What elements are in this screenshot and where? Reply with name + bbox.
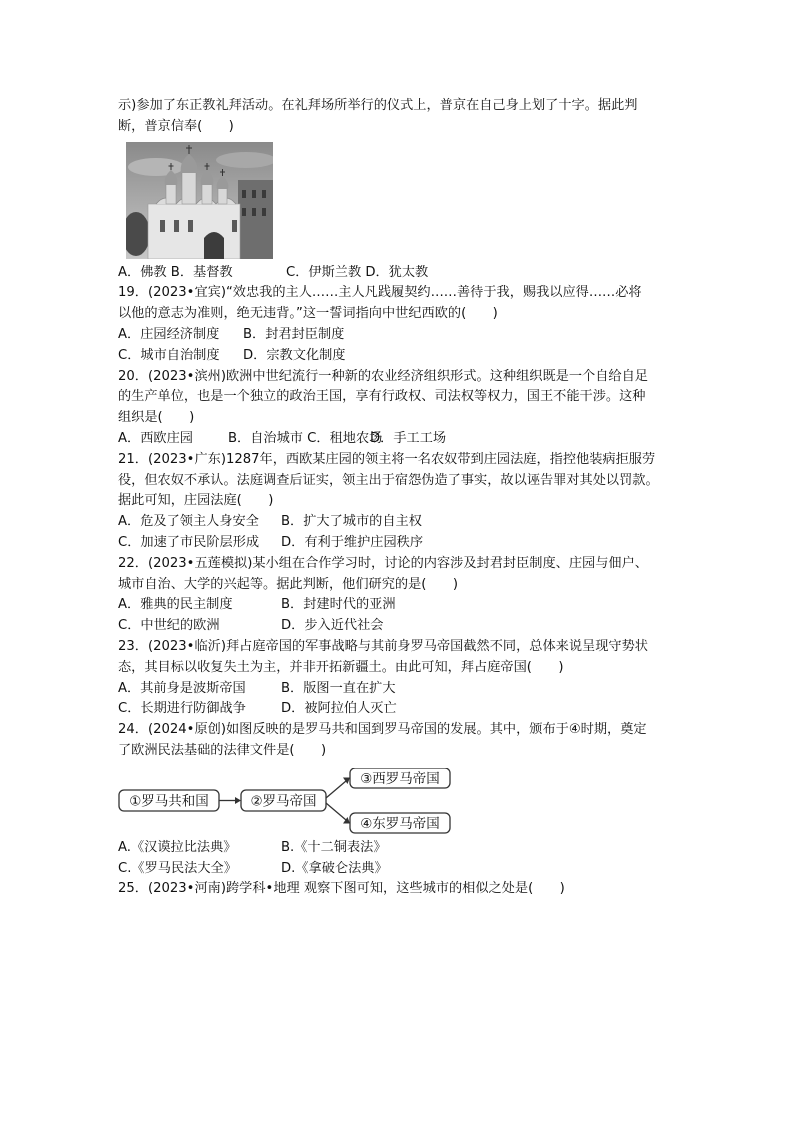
q23-option-b[interactable]: B．版图一直在扩大 [281,680,396,696]
q20-option-a[interactable]: A．西欧庄园 [118,430,193,446]
q24-options-row2 [118,859,678,880]
q22-options-row1 [118,595,678,616]
q24-option-b[interactable]: B.《十二铜表法》 [281,839,387,855]
q22-line2: 城市自治、大学的兴起等。据此判断，他们研究的是( ) [118,576,458,592]
cathedral-photo [126,142,273,259]
q23-line2: 态，其目标以收复失土为主，并非开拓新疆土。由此可知，拜占庭帝国( ) [118,659,564,675]
q20-line3: 组织是( ) [118,410,195,426]
q22-option-c[interactable]: C．中世纪的欧洲 [118,618,220,634]
q25-line1: 25．(2023•河南)跨学科•地理 观察下图可知，这些城市的相似之处是( ) [118,881,565,897]
q22-option-b[interactable]: B．封建时代的亚洲 [281,597,396,613]
q22-option-d[interactable]: D．步入近代社会 [281,618,384,634]
q21-line1: 21．(2023•广东)1287年，西欧某庄园的领主将一名农奴带到庄园法庭，指控他装病拒服劳 [118,451,656,467]
diagram-node-roman-empire-label: ②罗马帝国 [250,793,317,810]
q19-option-c[interactable]: C．城市自治制度 [118,347,220,363]
q20-line1: 20．(2023•滨州)欧洲中世纪流行一种新的农业经济组织形式。这种组织既是一个自给自足 [118,368,648,384]
diagram-node-western-roman-empire-label: ③西罗马帝国 [360,770,440,787]
q23-line1: 23．(2023•临沂)拜占庭帝国的军事战略与其前身罗马帝国截然不同，总体来说呈现守势状 [118,638,648,654]
q22-option-a[interactable]: A．雅典的民主制度 [118,597,233,613]
q21-options-row2 [118,533,678,554]
q22-options-row2 [118,616,678,637]
q24-option-d[interactable]: D.《拿破仑法典》 [281,860,388,876]
q24-options-row1 [118,838,678,859]
q23-option-c[interactable]: C．长期进行防御战争 [118,701,246,717]
q21-option-d[interactable]: D．有利于维护庄园秩序 [281,534,424,550]
q23-option-d[interactable]: D．被阿拉伯人灭亡 [281,701,397,717]
q24-line1: 24．(2024•原创)如图反映的是罗马共和国到罗马帝国的发展。其中，颁布于④时期，奠定 [118,722,647,738]
diagram-arrow-2-4 [326,803,346,820]
q18-options [118,263,678,284]
q24-option-a[interactable]: A.《汉谟拉比法典》 [118,839,237,855]
q21-line2: 役，但农奴不承认。法庭调查后证实，领主出于宿怨伪造了事实，故以诬告罪对其处以罚款。 [118,472,659,488]
q19-line2: 以他的意志为准则，绝无违背。”这一誓词指向中世纪西欧的( ) [118,306,498,322]
q19-option-b[interactable]: B．封君封臣制度 [243,326,345,342]
rome-development-diagram [118,768,458,834]
q20-options [118,429,678,450]
q19-option-d[interactable]: D．宗教文化制度 [243,347,346,363]
q18-option-cd[interactable]: C．伊斯兰教 D．犹太教 [286,264,429,280]
q18-line2: 断，普京信奉( ) [118,118,234,134]
exam-page [118,96,678,900]
q19-options-row2 [118,346,678,367]
diagram-node-eastern-roman-empire-label: ④东罗马帝国 [360,815,440,832]
q23-options-row1 [118,679,678,700]
q23-options-row2 [118,699,678,720]
q23-option-a[interactable]: A．其前身是波斯帝国 [118,680,246,696]
q18-option-ab[interactable]: A．佛教 B．基督教 [118,264,233,280]
q21-line3: 据此可知，庄园法庭( ) [118,493,274,509]
q24-line2: 了欧洲民法基础的法律文件是( ) [118,742,327,758]
q21-option-c[interactable]: C．加速了市民阶层形成 [118,534,260,550]
q20-option-d[interactable]: D．手工工场 [370,430,447,446]
q20-line2: 的生产单位，也是一个独立的政治王国，享有行政权、司法权等权力，国王不能干涉。这种 [118,389,646,405]
q19-line1: 19．(2023•宜宾)“效忠我的主人……主人凡践履契约……善待于我，赐我以应得……必将 [118,285,642,301]
q21-option-a[interactable]: A．危及了领主人身安全 [118,514,259,530]
q19-option-a[interactable]: A．庄园经济制度 [118,326,220,342]
q24-option-c[interactable]: C.《罗马民法大全》 [118,860,237,876]
q20-option-bc[interactable]: B．自治城市 C．租地农场 [228,430,383,446]
q21-option-b[interactable]: B．扩大了城市的自主权 [281,514,422,530]
q22-line1: 22．(2023•五莲模拟)某小组在合作学习时，讨论的内容涉及封君封臣制度、庄园与佃户、 [118,555,648,571]
q21-options-row1 [118,512,678,533]
diagram-arrowhead-1-2 [235,797,241,804]
diagram-node-roman-republic-label: ①罗马共和国 [129,793,209,810]
q18-line1: 示)参加了东正教礼拜活动。在礼拜场所举行的仪式上，普京在自己身上划了十字。据此判 [118,98,638,113]
q19-options-row1 [118,325,678,346]
diagram-arrow-2-3 [326,781,346,798]
